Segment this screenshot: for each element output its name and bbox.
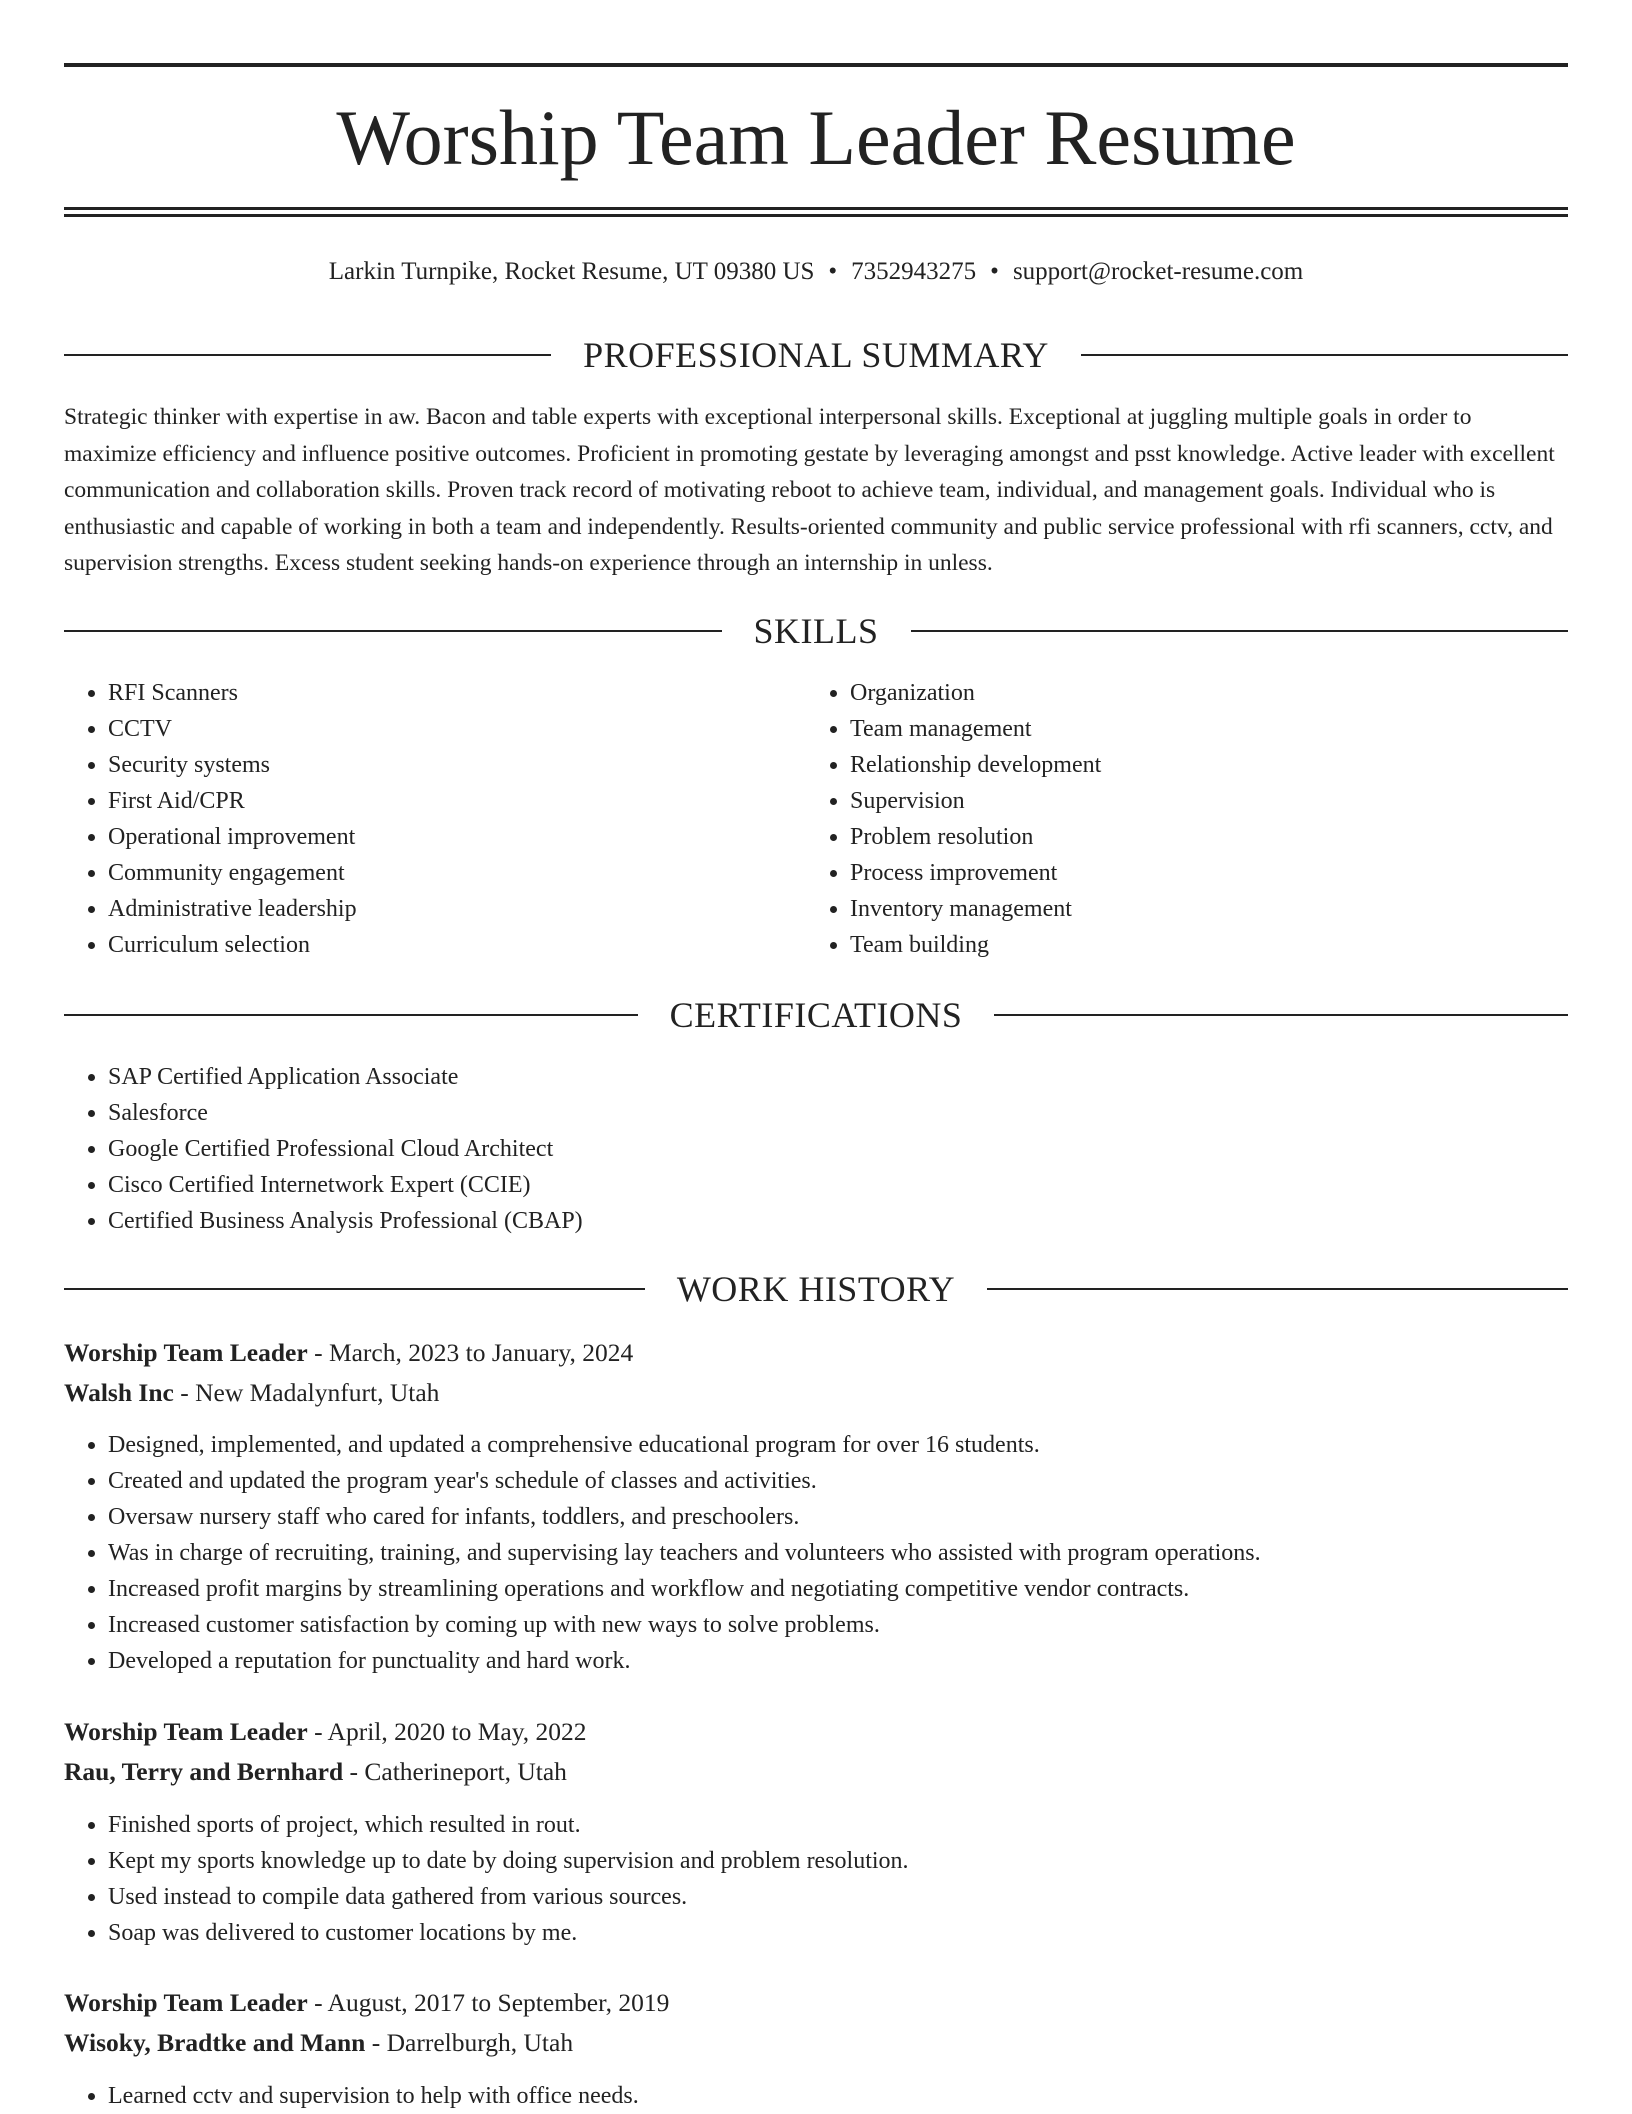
skills-list-right: [806, 675, 1506, 963]
summary-text: Strategic thinker with expertise in aw. Bacon and table experts with exceptional interpersonal skills. Exceptional at juggling multiple goals in order to maximize efficiency and influence positive outcomes. Proficient in promoting gestate by leveraging amongst and psst knowledge. Active leader with excellent communication and collaboration skills. Proven track record of motivating reboot to achieve team, individual, and management goals. Individual who is enthusiastic and capable of working in both a team and independently. Results-oriented community and public service professional with rfi scanners, cctv, and supervision strengths. Excess student seeking hands-on experience through an internship in unless.: [64, 404, 1555, 576]
job-dates: - August, 2017 to September, 2019: [307, 1988, 670, 2017]
job-dates: - March, 2023 to January, 2024: [307, 1338, 634, 1367]
job-company-line: [64, 1753, 1568, 1791]
skills-list-left: [64, 675, 764, 963]
job-duty-item: • Finished sports of project, which resulted in rout.: [108, 1807, 1524, 1843]
skills-left-column: [64, 675, 764, 963]
skill-item: • Organization: [850, 675, 1506, 711]
skills-right-column: [806, 675, 1506, 963]
skill-item: • First Aid/CPR: [108, 783, 764, 819]
job-dates: - April, 2020 to May, 2022: [307, 1717, 587, 1746]
contact-line: [64, 254, 1568, 290]
job-company: Walsh Inc: [64, 1378, 174, 1407]
job-company-line: [64, 1374, 1568, 1412]
job-duty-item: • Designed, implemented, and updated a comprehensive educational program for over 16 students.: [108, 1427, 1524, 1463]
job-title-line: [64, 1713, 1568, 1751]
skill-item: • Security systems: [108, 747, 764, 783]
skill-item: • Problem resolution: [850, 819, 1506, 855]
section-header-skills: [64, 609, 1568, 653]
top-rule: [64, 63, 1568, 67]
certification-item: • Cisco Certified Internetwork Expert (CCIE): [108, 1167, 1464, 1203]
job-duty-item: • Soap was delivered to customer locations by me.: [108, 1915, 1524, 1951]
job-duty-item: • Learned cctv and supervision to help with office needs.: [108, 2078, 1524, 2114]
section-rule: [994, 1014, 1568, 1016]
contact-separator: •: [990, 258, 999, 285]
job-duties: [64, 2078, 1524, 2114]
job-duty-item: • Developed a reputation for punctuality and hard work.: [108, 1643, 1524, 1679]
section-title: SKILLS: [753, 611, 879, 651]
section-rule: [64, 630, 722, 632]
section-rule: [64, 1014, 638, 1016]
contact-separator: •: [828, 258, 838, 285]
certification-item: • Salesforce: [108, 1095, 1464, 1131]
skill-item: • Community engagement: [108, 855, 764, 891]
skill-item: • Inventory management: [850, 891, 1506, 927]
job-duties-list: [64, 1807, 1524, 1951]
certification-item: • Google Certified Professional Cloud Architect: [108, 1131, 1464, 1167]
job-duties: [64, 1427, 1524, 1679]
section-header-summary: [64, 333, 1568, 377]
job-duties-list: [64, 1427, 1524, 1679]
skill-item: • Operational improvement: [108, 819, 764, 855]
skill-item: • Relationship development: [850, 747, 1506, 783]
section-header-certifications: [64, 993, 1568, 1037]
section-header-work-history: [64, 1267, 1568, 1311]
skill-item: • Team management: [850, 711, 1506, 747]
job-duty-item: • Increased customer satisfaction by coming up with new ways to solve problems.: [108, 1607, 1524, 1643]
section-rule: [987, 1288, 1568, 1290]
job-location: - Catherineport, Utah: [343, 1757, 567, 1786]
job-title-line: [64, 1984, 1568, 2022]
job-duty-item: • Was in charge of recruiting, training, and supervising lay teachers and volunteers who assisted with program operations.: [108, 1535, 1524, 1571]
skill-item: • CCTV: [108, 711, 764, 747]
job-title-line: [64, 1334, 1568, 1372]
contact-email[interactable]: support@rocket-resume.com: [1012, 258, 1304, 285]
section-title: WORK HISTORY: [676, 1269, 956, 1309]
job-duty-item: • Oversaw nursery staff who cared for infants, toddlers, and preschoolers.: [108, 1499, 1524, 1535]
job-company: Wisoky, Bradtke and Mann: [64, 2028, 366, 2057]
job-location: - New Madalynfurt, Utah: [173, 1378, 440, 1407]
section-rule: [1081, 354, 1568, 356]
contact-phone[interactable]: 7352943275: [851, 258, 977, 285]
job-title: Worship Team Leader: [64, 1988, 308, 2017]
contact-address: Larkin Turnpike, Rocket Resume, UT 09380 US: [328, 258, 815, 285]
certifications-block: [64, 1059, 1464, 1239]
section-rule: [64, 354, 551, 356]
section-rule: [64, 1288, 645, 1290]
job-title: Worship Team Leader: [64, 1338, 308, 1367]
certifications-list: [64, 1059, 1464, 1239]
job-duty-item: • Created and updated the program year's schedule of classes and activities.: [108, 1463, 1524, 1499]
skill-item: • RFI Scanners: [108, 675, 764, 711]
certification-item: • SAP Certified Application Associate: [108, 1059, 1464, 1095]
job-location: - Darrelburgh, Utah: [365, 2028, 574, 2057]
job-company-line: [64, 2024, 1568, 2062]
job-duty-item: • Used instead to compile data gathered from various sources.: [108, 1879, 1524, 1915]
job-company: Rau, Terry and Bernhard: [64, 1757, 344, 1786]
skill-item: • Process improvement: [850, 855, 1506, 891]
job-duty-item: • Kept my sports knowledge up to date by doing supervision and problem resolution.: [108, 1843, 1524, 1879]
section-title: PROFESSIONAL SUMMARY: [583, 335, 1049, 375]
skill-item: • Supervision: [850, 783, 1506, 819]
title-double-rule: [64, 207, 1568, 217]
skill-item: • Team building: [850, 927, 1506, 963]
job-duties: [64, 1807, 1524, 1951]
skill-item: • Administrative leadership: [108, 891, 764, 927]
section-rule: [911, 630, 1569, 632]
job-duties-list: [64, 2078, 1524, 2114]
certification-item: • Certified Business Analysis Professional (CBAP): [108, 1203, 1464, 1239]
job-duty-item: • Increased profit margins by streamlining operations and workflow and negotiating competitive vendor contracts.: [108, 1571, 1524, 1607]
page-title: Worship Team Leader Resume: [336, 94, 1296, 181]
skill-item: • Curriculum selection: [108, 927, 764, 963]
section-title: CERTIFICATIONS: [669, 995, 963, 1035]
job-title: Worship Team Leader: [64, 1717, 308, 1746]
